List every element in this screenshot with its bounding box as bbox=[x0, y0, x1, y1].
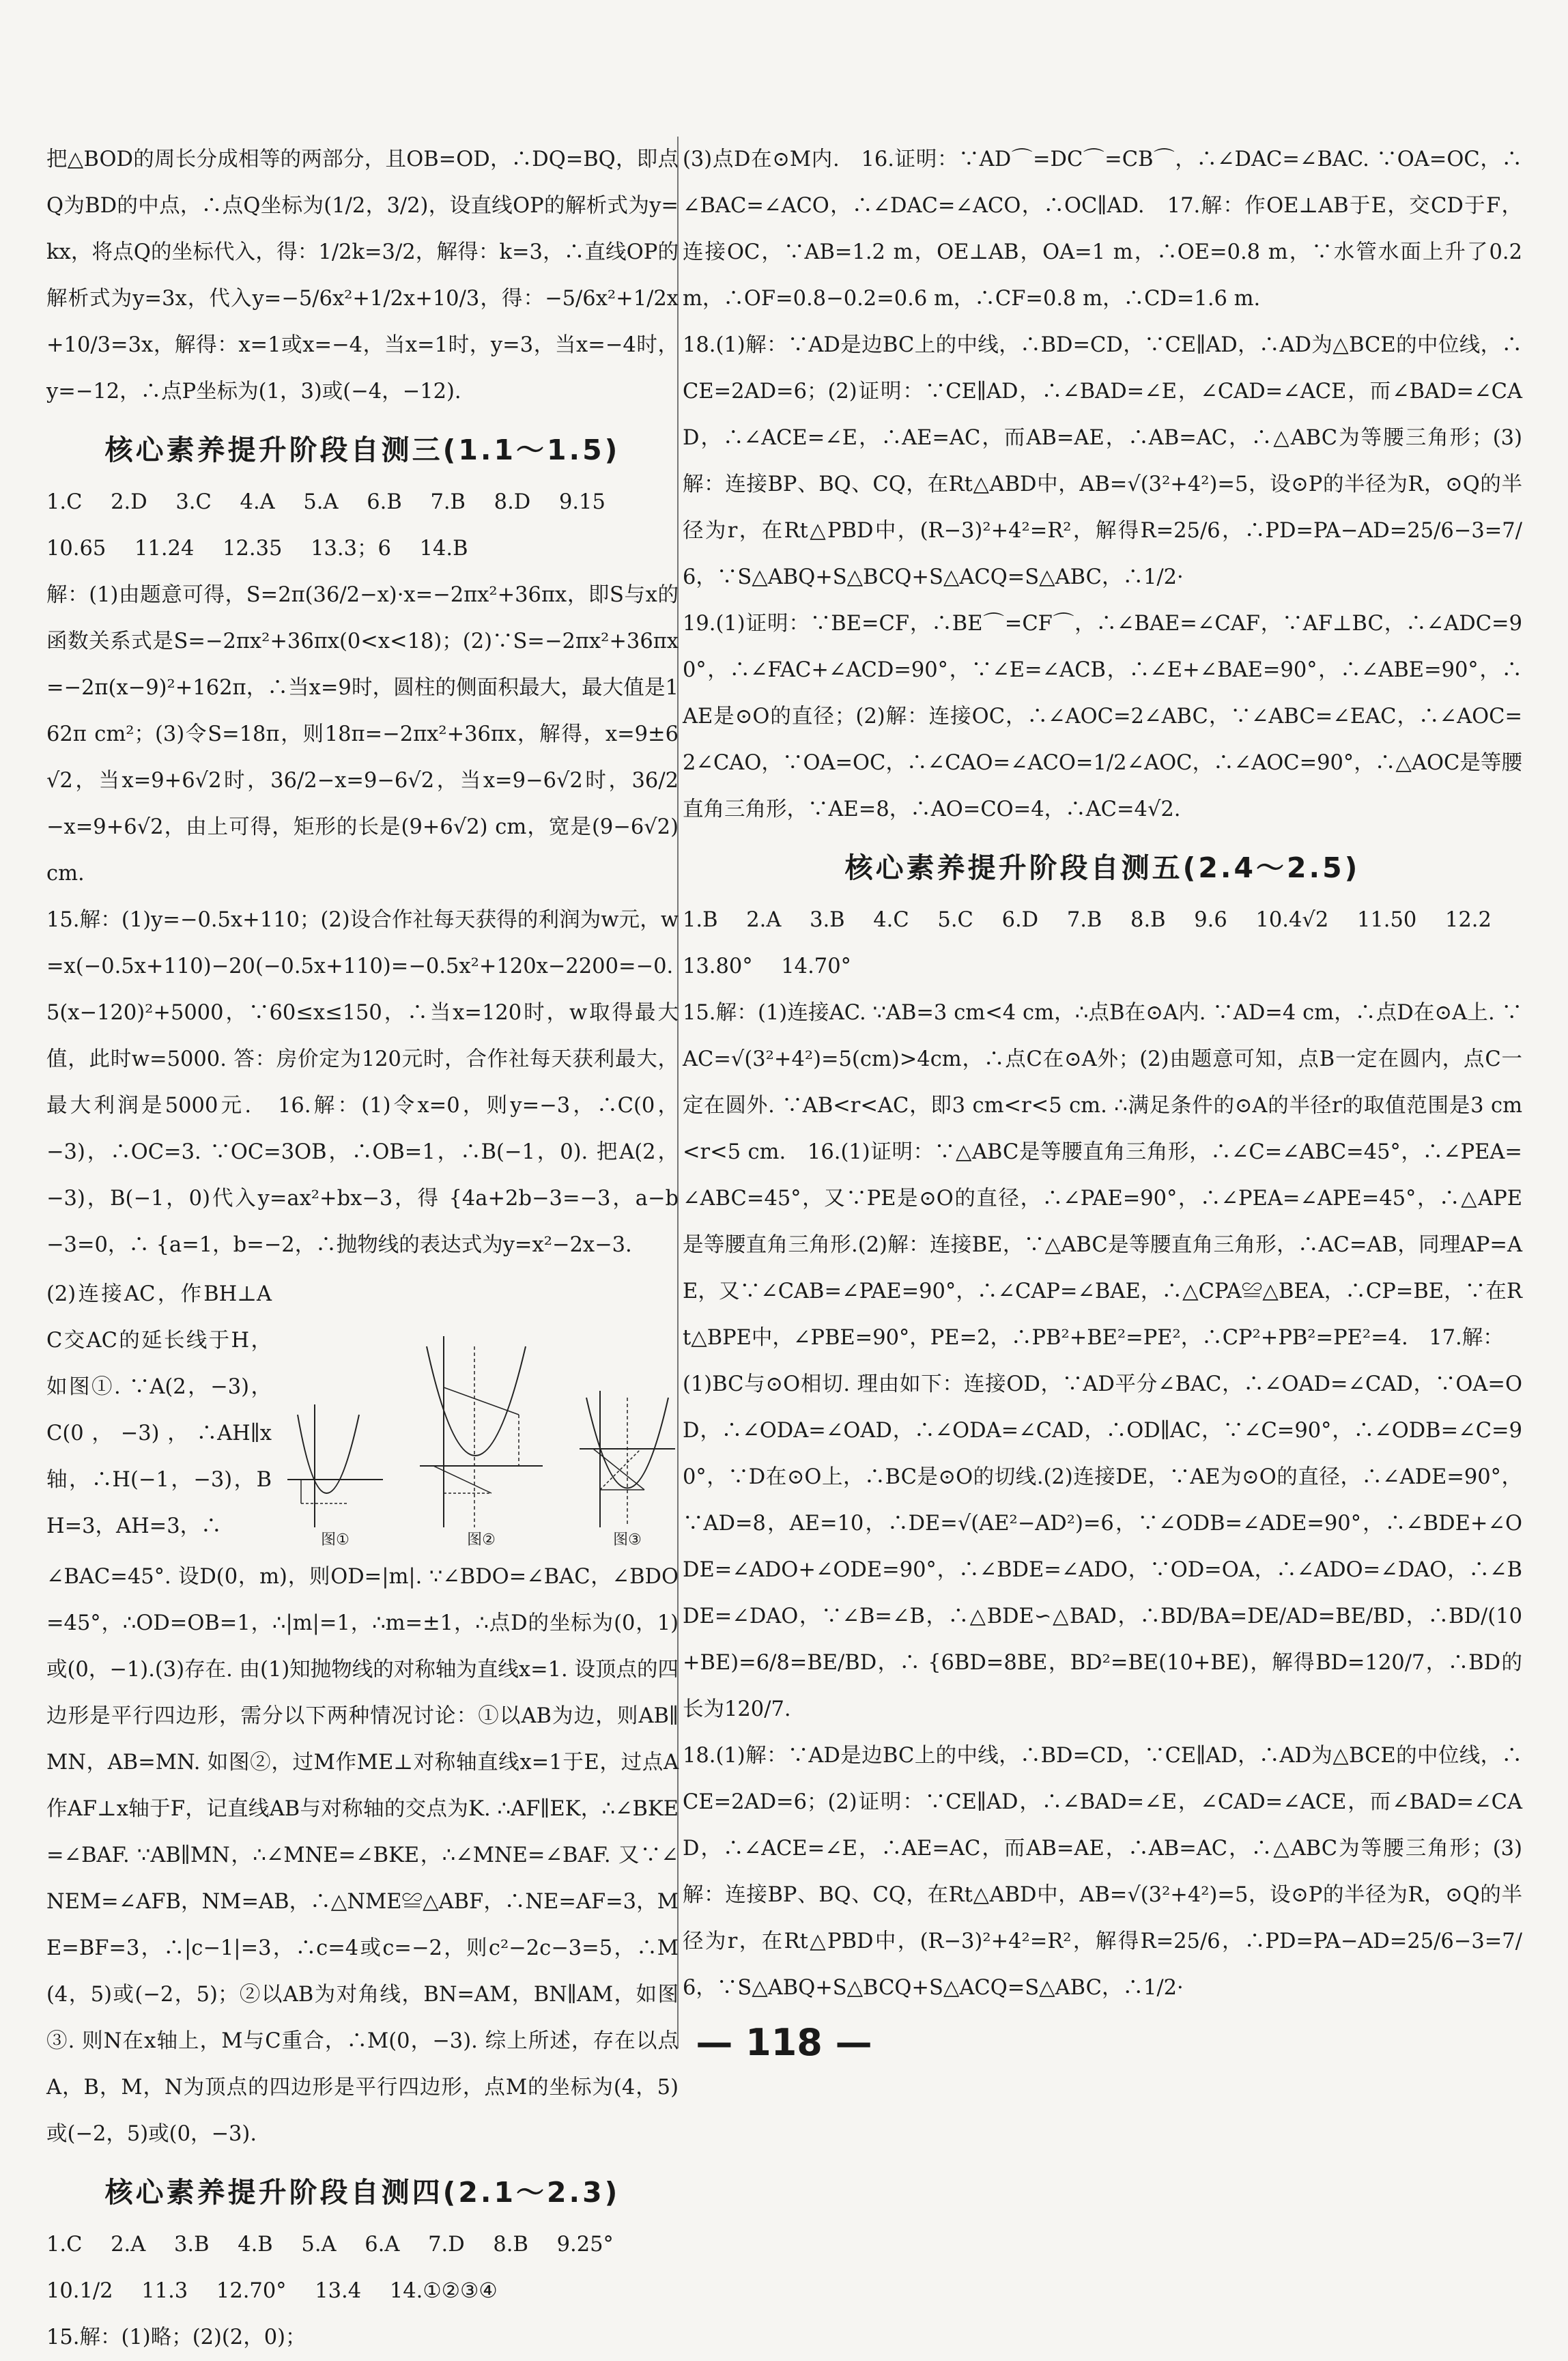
answer-item: 7.D bbox=[428, 2233, 465, 2257]
section-title: 核心素养提升阶段自测四(2.1～2.3) bbox=[104, 2176, 621, 2209]
answer-item: 12.35 bbox=[223, 537, 283, 561]
parabola-figure-3 bbox=[576, 1387, 679, 1531]
answer-item: 14.①②③④ bbox=[389, 2279, 498, 2303]
answer-item: 13.4 bbox=[315, 2279, 362, 2303]
answer-item: 6.B bbox=[367, 490, 402, 514]
answer-item: 9.6 bbox=[1194, 908, 1227, 932]
answer-paragraph: 19.(1)证明：∵BE=CF，∴BE⌒=CF⌒，∴∠BAE=∠CAF，∵AF⊥BC，∴∠ADC=90°，∴∠FAC+∠ACD=90°，∵∠E=∠ACB，∴∠E+∠BAE=90°，∴∠ABE=90°，∴AE是⊙O的直径；(2)解：连接OC，∴∠AOC=2∠ABC，∵∠ABC=∠EAC，∴∠AOC=2∠CAO，∵OA=OC，∴∠CAO=∠ACO=1/2∠AOC，∴∠AOC=90°，∴△AOC是等腰直角三角形，∵AE=8，∴AO=CO=4，∴AC=4√2. bbox=[683, 612, 1522, 821]
answer-item: 6.A bbox=[365, 2233, 400, 2257]
answer-item: 15.解：(1)略；(2)(2，0)； bbox=[46, 2325, 307, 2349]
answer-item: 4.A bbox=[240, 490, 275, 514]
answer-item: 14.70° bbox=[781, 955, 851, 978]
answer-paragraph: 18.(1)解：∵AD是边BC上的中线，∴BD=CD，∵CE∥AD，∴AD为△BCE的中位线，∴CE=2AD=6；(2)证明：∵CE∥AD，∴∠BAD=∠E，∠CAD=∠ACE，而∠BAD=∠CAD，∴∠ACE=∠E，∴AE=AC，而AB=AE，∴AB=AC，∴△ABC为等腰三角形；(3)解：连接BP、BQ、CQ，在Rt△ABD中，AB=√(3²+4²)=5，设⊙P的半径为R，⊙Q的半径为r，在Rt△PBD中，(R−3)²+4²=R²，解得R=25/6，∴PD=PA−AD=25/6−3=7/6，∵S△ABQ+S△BCQ+S△ACQ=S△ABC，∴1/2· bbox=[683, 333, 1522, 589]
answer-item: 2.D bbox=[111, 490, 147, 514]
answer-item: 3.B bbox=[173, 2233, 210, 2257]
answer-item: 11.24 bbox=[134, 537, 195, 561]
answer-item: 4.B bbox=[238, 2233, 273, 2257]
section-title: 核心素养提升阶段自测三(1.1～1.5) bbox=[104, 434, 621, 466]
answer-paragraph: 18.(1)解：∵AD是边BC上的中线，∴BD=CD，∵CE∥AD，∴AD为△BCE的中位线，∴CE=2AD=6；(2)证明：∵CE∥AD，∴∠BAD=∠E，∠CAD=∠ACE，而∠BAD=∠CAD，∴∠ACE=∠E，∴AE=AC，而AB=AE，∴AB=AC，∴△ABC为等腰三角形；(3)解：连接BP、BQ、CQ，在Rt△ABD中，AB=√(3²+4²)=5，设⊙P的半径为R，⊙Q的半径为r，在Rt△PBD中，(R−3)²+4²=R²，解得R=25/6，∴PD=PA−AD=25/6−3=7/6，∵S△ABQ+S△BCQ+S△ACQ=S△ABC，∴1/2· bbox=[683, 1744, 1522, 2000]
answer-paragraph: 解：(1)由题意可得，S=2π(36/2−x)·x=−2πx²+36πx，即S与x的函数关系式是S=−2πx²+36πx(0<x<18)；(2)∵S=−2πx²+36πx=−2π(x−9)²+162π，∴当x=9时，圆柱的侧面积最大，最大值是162π cm²；(3)令S=18π，则18π=−2πx²+36πx，解得，x=9±6√2，当x=9+6√2时，36/2−x=9−6√2，当x=9−6√2时，36/2−x=9+6√2，由上可得，矩形的长是(9+6√2) cm，宽是(9−6√2) cm. bbox=[46, 583, 679, 886]
answer-item: 9.15 bbox=[558, 490, 605, 514]
answer-paragraph: (3)点D在⊙M内. 16.证明：∵AD⌒=DC⌒=CB⌒，∴∠DAC=∠BAC. ∵OA=OC，∴∠BAC=∠ACO，∴∠DAC=∠ACO，∴OC∥AD. 17.解：作OE⊥AB于E，交CD于F，连接OC，∵AB=1.2 m，OE⊥AB，OA=1 m，∴OE=0.8 m，∵水管水面上升了0.2 m，∴OF=0.8−0.2=0.6 m，∴CF=0.8 m，∴CD=1.6 m. bbox=[683, 147, 1522, 311]
right-column bbox=[683, 137, 1522, 2011]
answer-paragraph: (2)连接AC，作BH⊥AC交AC的延长线于H，如图①. ∵A(2，−3)，C(0，−3)，∴AH∥x轴，∴H(−1，−3)，BH=3，AH=3，∴ bbox=[46, 1282, 272, 1538]
answer-item: 13.80° bbox=[683, 955, 753, 978]
answer-item: 4.C bbox=[873, 908, 909, 932]
answer-list bbox=[683, 897, 1522, 990]
answer-item: 2.A bbox=[746, 908, 782, 932]
answer-item: 12.2 bbox=[1444, 908, 1492, 932]
answer-item: 5.A bbox=[301, 2233, 337, 2257]
answer-list bbox=[46, 479, 679, 572]
section-title: 核心素养提升阶段自测五(2.4～2.5) bbox=[844, 851, 1360, 884]
answer-paragraph: ∠BAC=45°. 设D(0，m)，则OD=|m|. ∵∠BDO=∠BAC，∠BDO=45°，∴OD=OB=1，∴|m|=1，∴m=±1，∴点D的坐标为(0，1)或(0，−1).(3)存在. 由(1)知抛物线的对称轴为直线x=1. 设顶点的四边形是平行四边形，需分以下两种情况讨论：①以AB为边，则AB∥MN，AB=MN. 如图②，过M作ME⊥对称轴直线x=1于E，过点A作AF⊥x轴于F，记直线AB与对称轴的交点为K. ∴AF∥EK，∴∠BKE=∠BAF. ∵AB∥MN，∴∠MNE=∠BKE，∴∠MNE=∠BAF. 又∵∠NEM=∠AFB，NM=AB，∴△NME≌△ABF，∴NE=AF=3，ME=BF=3，∴|c−1|=3，∴c=4或c=−2，则c²−2c−3=5，∴M(4，5)或(−2，5)；②以AB为对角线，BN=AM，BN∥AM，如图③. 则N在x轴上，M与C重合，∴M(0，−3). 综上所述，存在以点A，B，M，N为顶点的四边形是平行四边形，点M的坐标为(4，5)或(−2，5)或(0，−3). bbox=[46, 1565, 679, 2146]
figure-caption: 图② bbox=[467, 1531, 496, 1549]
answer-item: 5.A bbox=[303, 490, 339, 514]
answer-item: 14.B bbox=[419, 537, 468, 561]
answer-item: 11.50 bbox=[1356, 908, 1417, 932]
parabola-figure-2 bbox=[416, 1333, 546, 1531]
answer-item: 8.B bbox=[493, 2233, 528, 2257]
answer-item: 5.C bbox=[937, 908, 973, 932]
figure-block bbox=[46, 1271, 679, 1550]
answer-item: 11.3 bbox=[141, 2279, 188, 2303]
figure-1 bbox=[284, 1401, 386, 1550]
answer-item: 8.D bbox=[494, 490, 531, 514]
answer-item: 3.C bbox=[175, 490, 212, 514]
answer-item: 1.C bbox=[46, 2233, 83, 2257]
answer-item: 10.4√2 bbox=[1255, 908, 1329, 932]
answer-item: 7.B bbox=[1066, 908, 1102, 932]
answer-item: 10.65 bbox=[46, 537, 106, 561]
answer-item: 8.B bbox=[1130, 908, 1166, 932]
answer-item: 3.B bbox=[810, 908, 845, 932]
answer-item: 10.1/2 bbox=[46, 2279, 113, 2303]
answer-item: 7.B bbox=[430, 490, 466, 514]
figure-caption: 图① bbox=[321, 1531, 350, 1549]
answer-item: 13.3；6 bbox=[311, 537, 391, 561]
answer-item: 1.C bbox=[46, 490, 83, 514]
figure-row bbox=[284, 1271, 679, 1550]
answer-item: 12.70° bbox=[216, 2279, 287, 2303]
figure-caption: 图③ bbox=[613, 1531, 642, 1549]
answer-item: 2.A bbox=[111, 2233, 146, 2257]
answer-item: 1.B bbox=[683, 908, 718, 932]
page-number: — 118 — bbox=[696, 2021, 872, 2064]
figure-3 bbox=[576, 1387, 679, 1550]
answer-paragraph: 15.解：(1)连接AC. ∵AB=3 cm<4 cm，∴点B在⊙A内. ∵AD=4 cm，∴点D在⊙A上. ∵AC=√(3²+4²)=5(cm)>4cm，∴点C在⊙A外；(2)由题意可知，点B一定在圆内，点C一定在圆外. ∵AB<r<AC，即3 cm<r<5 cm. ∴满足条件的⊙A的半径r的取值范围是3 cm<r<5 cm. 16.(1)证明：∵△ABC是等腰直角三角形，∴∠C=∠ABC=45°，∴∠PEA=∠ABC=45°，又∵PE是⊙O的直径，∴∠PAE=90°，∴∠PEA=∠APE=45°，∴△APE是等腰直角三角形.(2)解：连接BE，∵△ABC是等腰直角三角形，∴AC=AB，同理AP=AE，又∵∠CAB=∠PAE=90°，∴∠CAP=∠BAE，∴△CPA≌△BEA，∴CP=BE，∵在Rt△BPE中，∠PBE=90°，PE=2，∴PB²+BE²=PE²，∴CP²+PB²=PE²=4. 17.解： bbox=[683, 1001, 1522, 1350]
answer-paragraph: 把△BOD的周长分成相等的两部分，且OB=OD，∴DQ=BQ，即点Q为BD的中点，∴点Q坐标为(1/2，3/2)，设直线OP的解析式为y=kx，将点Q的坐标代入，得：1/2k=3/2，解得：k=3，∴直线OP的解析式为y=3x，代入y=−5/6x²+1/2x+10/3，得：−5/6x²+1/2x+10/3=3x，解得：x=1或x=−4，当x=1时，y=3，当x=−4时，y=−12，∴点P坐标为(1，3)或(−4，−12). bbox=[46, 147, 679, 404]
answer-paragraph: (1)BC与⊙O相切. 理由如下：连接OD，∵AD平分∠BAC，∴∠OAD=∠CAD，∵OA=OD，∴∠ODA=∠OAD，∴∠ODA=∠CAD，∴OD∥AC，∵∠C=90°，∴∠ODB=∠C=90°，∵D在⊙O上，∴BC是⊙O的切线.(2)连接DE，∵AE为⊙O的直径，∴∠ADE=90°，∵AD=8，AE=10，∴DE=√(AE²−AD²)=6，∵∠ODB=∠ADE=90°，∴∠BDE+∠ODE=∠ADO+∠ODE=90°，∴∠BDE=∠ADO，∵OD=OA，∴∠ADO=∠DAO，∴∠BDE=∠DAO，∵∠B=∠B，∴△BDE∽△BAD，∴BD/BA=DE/AD=BE/BD，∴BD/(10+BE)=6/8=BE/BD，∴ {6BD=8BE，BD²=BE(10+BE)，解得BD=120/7，∴BD的长为120/7. bbox=[683, 1372, 1522, 1721]
answer-list bbox=[46, 2222, 679, 2361]
answer-paragraph: 15.解：(1)y=−0.5x+110；(2)设合作社每天获得的利润为w元，w=x(−0.5x+110)−20(−0.5x+110)=−0.5x²+120x−2200=−0.5(x−120)²+5000，∵60≤x≤150，∴当x=120时，w取得最大值，此时w=5000. 答：房价定为120元时，合作社每天获利最大，最大利润是5000元. 16.解：(1)令x=0，则y=−3，∴C(0，−3)，∴OC=3. ∵OC=3OB，∴OB=1，∴B(−1，0). 把A(2，−3)，B(−1，0)代入y=ax²+bx−3，得 {4a+2b−3=−3，a−b−3=0，∴ {a=1，b=−2，∴抛物线的表达式为y=x²−2x−3. bbox=[46, 908, 679, 1257]
figure-2 bbox=[416, 1333, 546, 1550]
answer-item: 6.D bbox=[1001, 908, 1039, 932]
answer-item: 9.25° bbox=[556, 2233, 614, 2257]
parabola-figure-1 bbox=[284, 1401, 386, 1531]
